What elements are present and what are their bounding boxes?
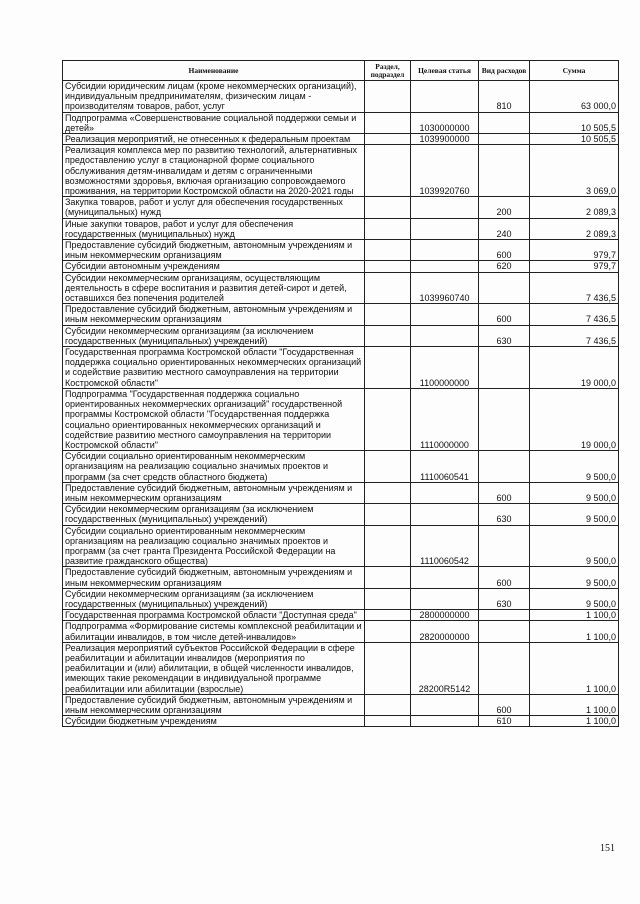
cell-kind: 620: [479, 261, 530, 272]
cell-target: [411, 240, 479, 261]
cell-sum: 7 436,5: [530, 325, 619, 346]
cell-kind: [479, 347, 530, 389]
table-row: [63, 325, 619, 346]
cell-name: Предоставление субсидий бюджетным, автономным учреждениям и иным некоммерческим организациям: [63, 240, 365, 261]
budget-table: [62, 60, 619, 727]
cell-section: [365, 451, 411, 483]
cell-target: 1039960740: [411, 272, 479, 304]
table-row: [63, 81, 619, 113]
cell-kind: 600: [479, 567, 530, 588]
cell-kind: 600: [479, 694, 530, 715]
table-row: [63, 451, 619, 483]
cell-sum: 2 089,3: [530, 218, 619, 239]
cell-name: Субсидии некоммерческим организациям (за исключением государственных (муниципальных) учреждений): [63, 504, 365, 525]
cell-section: [365, 482, 411, 503]
cell-kind: [479, 451, 530, 483]
cell-sum: 9 500,0: [530, 451, 619, 483]
cell-sum: 7 436,5: [530, 304, 619, 325]
table-row: [63, 134, 619, 145]
cell-kind: [479, 525, 530, 567]
cell-section: [365, 325, 411, 346]
cell-target: [411, 567, 479, 588]
cell-sum: 3 069,0: [530, 145, 619, 197]
cell-sum: 9 500,0: [530, 567, 619, 588]
cell-kind: [479, 610, 530, 621]
cell-section: [365, 218, 411, 239]
table-row: [63, 272, 619, 304]
cell-target: [411, 716, 479, 727]
cell-name: Предоставление субсидий бюджетным, автономным учреждениям и иным некоммерческим организациям: [63, 482, 365, 503]
cell-target: [411, 504, 479, 525]
table-row: [63, 240, 619, 261]
cell-target: 28200R5142: [411, 642, 479, 694]
cell-target: [411, 325, 479, 346]
cell-name: Подпрограмма "Государственная поддержка социально ориентированных некоммерческих организаций" государственной программы Костромской области "Государственная поддержка социально ориентированных некоммерческих организаций и содействие развитию местного самоуправления на территории Костромской области": [63, 388, 365, 450]
cell-kind: 630: [479, 504, 530, 525]
header-section: Раздел, подраздел: [365, 61, 411, 81]
cell-section: [365, 304, 411, 325]
cell-sum: 1 100,0: [530, 642, 619, 694]
cell-name: Реализация мероприятий, не отнесенных к федеральным проектам: [63, 134, 365, 145]
cell-section: [365, 525, 411, 567]
cell-name: Государственная программа Костромской области "Доступная среда": [63, 610, 365, 621]
cell-section: [365, 272, 411, 304]
table-row: [63, 482, 619, 503]
cell-target: [411, 694, 479, 715]
table-row: [63, 567, 619, 588]
table-row: [63, 716, 619, 727]
cell-name: Предоставление субсидий бюджетным, автономным учреждениям и иным некоммерческим организациям: [63, 567, 365, 588]
cell-name: Субсидии автономным учреждениям: [63, 261, 365, 272]
cell-section: [365, 347, 411, 389]
table-row: [63, 304, 619, 325]
cell-name: Предоставление субсидий бюджетным, автономным учреждениям и иным некоммерческим организациям: [63, 304, 365, 325]
cell-target: 1030000000: [411, 112, 479, 133]
cell-section: [365, 504, 411, 525]
cell-target: 1110000000: [411, 388, 479, 450]
cell-name: Реализация мероприятий субъектов Российской Федерации в сфере реабилитации и абилитации инвалидов (мероприятия по реабилитации и (или) абилитации, в общей численности инвалидов, имеющих такие рекомендации в индивидуальной программе реабилитации или абилитации (взрослые): [63, 642, 365, 694]
cell-sum: 1 100,0: [530, 694, 619, 715]
header-sum: Сумма: [530, 61, 619, 81]
cell-section: [365, 112, 411, 133]
cell-name: Субсидии бюджетным учреждениям: [63, 716, 365, 727]
table-row: [63, 145, 619, 197]
table-row: [63, 588, 619, 609]
cell-target: [411, 81, 479, 113]
cell-kind: 200: [479, 197, 530, 218]
cell-sum: 63 000,0: [530, 81, 619, 113]
cell-kind: 810: [479, 81, 530, 113]
table-row: [63, 388, 619, 450]
header-target: Целевая статья: [411, 61, 479, 81]
cell-target: [411, 482, 479, 503]
cell-name: Субсидии некоммерческим организациям, осуществляющим деятельность в сфере воспитания и развития детей-сирот и детей, оставшихся без попечения родителей: [63, 272, 365, 304]
table-row: [63, 694, 619, 715]
cell-kind: 630: [479, 588, 530, 609]
cell-kind: 600: [479, 304, 530, 325]
cell-name: Государственная программа Костромской области "Государственная поддержка социально ориентированных некоммерческих организаций и содействие развитию местного самоуправления на территории Костромской области": [63, 347, 365, 389]
table-header: [63, 61, 619, 81]
cell-sum: 2 089,3: [530, 197, 619, 218]
cell-name: Подпрограмма «Совершенствование социальной поддержки семьи и детей»: [63, 112, 365, 133]
cell-target: 1100000000: [411, 347, 479, 389]
table-row: [63, 642, 619, 694]
cell-kind: [479, 388, 530, 450]
cell-target: [411, 218, 479, 239]
cell-kind: [479, 642, 530, 694]
cell-kind: 610: [479, 716, 530, 727]
cell-name: Субсидии некоммерческим организациям (за исключением государственных (муниципальных) учреждений): [63, 588, 365, 609]
cell-sum: 19 000,0: [530, 347, 619, 389]
table-row: [63, 112, 619, 133]
cell-name: Предоставление субсидий бюджетным, автономным учреждениям и иным некоммерческим организациям: [63, 694, 365, 715]
header-name: Наименование: [63, 61, 365, 81]
cell-target: [411, 197, 479, 218]
cell-sum: 19 000,0: [530, 388, 619, 450]
cell-section: [365, 642, 411, 694]
cell-name: Субсидии социально ориентированным некоммерческим организациям на реализацию социально значимых проектов и программ (за счет гранта Президента Российской Федерации на развитие гражданского общества): [63, 525, 365, 567]
cell-target: 1110060542: [411, 525, 479, 567]
cell-section: [365, 197, 411, 218]
cell-section: [365, 240, 411, 261]
cell-target: 1039900000: [411, 134, 479, 145]
cell-section: [365, 567, 411, 588]
cell-sum: 9 500,0: [530, 482, 619, 503]
table-row: [63, 218, 619, 239]
cell-kind: [479, 112, 530, 133]
cell-section: [365, 621, 411, 642]
cell-name: Закупка товаров, работ и услуг для обеспечения государственных (муниципальных) нужд: [63, 197, 365, 218]
cell-target: 1110060541: [411, 451, 479, 483]
cell-section: [365, 716, 411, 727]
cell-kind: [479, 134, 530, 145]
cell-kind: 600: [479, 240, 530, 261]
cell-kind: [479, 621, 530, 642]
cell-sum: 1 100,0: [530, 621, 619, 642]
cell-kind: [479, 145, 530, 197]
table-row: [63, 197, 619, 218]
cell-sum: 9 500,0: [530, 525, 619, 567]
cell-section: [365, 610, 411, 621]
cell-sum: 979,7: [530, 240, 619, 261]
cell-section: [365, 588, 411, 609]
cell-sum: 10 505,5: [530, 112, 619, 133]
cell-sum: 1 100,0: [530, 610, 619, 621]
cell-section: [365, 81, 411, 113]
cell-section: [365, 145, 411, 197]
table-row: [63, 347, 619, 389]
cell-kind: 240: [479, 218, 530, 239]
table-row: [63, 610, 619, 621]
cell-name: Иные закупки товаров, работ и услуг для обеспечения государственных (муниципальных) нужд: [63, 218, 365, 239]
cell-kind: 630: [479, 325, 530, 346]
cell-target: [411, 304, 479, 325]
cell-target: 2800000000: [411, 610, 479, 621]
table-body: [63, 81, 619, 727]
table-row: [63, 621, 619, 642]
cell-sum: 979,7: [530, 261, 619, 272]
cell-sum: 1 100,0: [530, 716, 619, 727]
cell-target: 2820000000: [411, 621, 479, 642]
table-row: [63, 504, 619, 525]
cell-section: [365, 388, 411, 450]
cell-name: Субсидии некоммерческим организациям (за исключением государственных (муниципальных) учреждений): [63, 325, 365, 346]
table-row: [63, 525, 619, 567]
table-row: [63, 261, 619, 272]
cell-name: Подпрограмма «Формирование системы комплексной реабилитации и абилитации инвалидов, в том числе детей-инвалидов»: [63, 621, 365, 642]
cell-target: [411, 261, 479, 272]
cell-name: Субсидии юридическим лицам (кроме некоммерческих организаций), индивидуальным предпринимателям, физическим лицам - производителям товаров, работ, услуг: [63, 81, 365, 113]
cell-target: [411, 588, 479, 609]
cell-kind: 600: [479, 482, 530, 503]
cell-name: Реализация комплекса мер по развитию технологий, альтернативных предоставлению услуг в стационарной форме социального обслуживания детям-инвалидам и детям с ограниченными возможностями здоровья, включая организацию сопровождаемого проживания, на территории Костромской области на 2020-2021 годы: [63, 145, 365, 197]
cell-section: [365, 694, 411, 715]
cell-sum: 9 500,0: [530, 588, 619, 609]
cell-sum: 10 505,5: [530, 134, 619, 145]
cell-sum: 7 436,5: [530, 272, 619, 304]
cell-name: Субсидии социально ориентированным некоммерческим организациям на реализацию социально значимых проектов и программ (за счет средств областного бюджета): [63, 451, 365, 483]
cell-section: [365, 134, 411, 145]
cell-kind: [479, 272, 530, 304]
cell-section: [365, 261, 411, 272]
cell-sum: 9 500,0: [530, 504, 619, 525]
header-kind: Вид расходов: [479, 61, 530, 81]
page-number: 151: [600, 843, 615, 854]
cell-target: 1039920760: [411, 145, 479, 197]
